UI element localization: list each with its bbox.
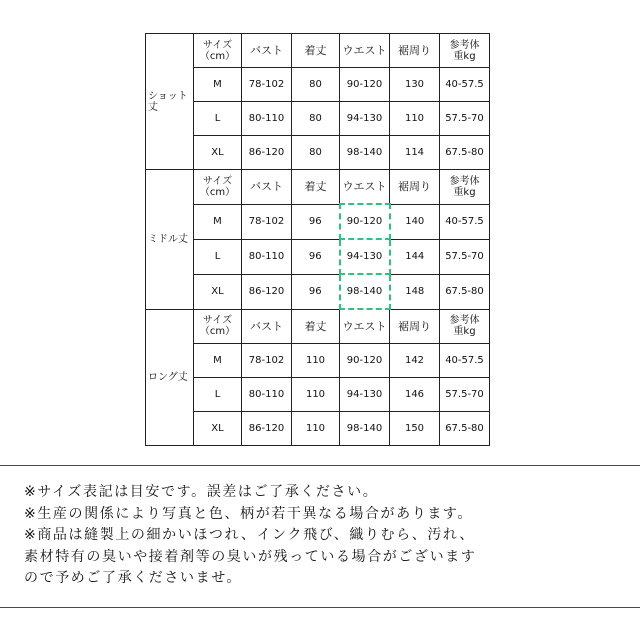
cell-size: XL: [194, 412, 242, 446]
cell-hem: 150: [390, 412, 440, 446]
column-header-length: 着丈: [292, 170, 340, 205]
table-row: [146, 68, 490, 102]
cell-bust: 86-120: [242, 412, 292, 446]
notes-block: [24, 482, 624, 590]
cell-waist: 98-140: [340, 274, 390, 309]
column-header-bust: バスト: [242, 170, 292, 205]
cell-waist: 90-120: [340, 204, 390, 239]
column-header-weight: 参考体 重kg: [440, 309, 490, 344]
header-row: [146, 34, 490, 68]
cell-size: L: [194, 239, 242, 274]
cell-length: 110: [292, 412, 340, 446]
cell-hem: 142: [390, 344, 440, 378]
column-header-hem: 裾周り: [390, 34, 440, 68]
column-header-waist: ウエスト: [340, 34, 390, 68]
cell-waist: 94-130: [340, 102, 390, 136]
table-row: [146, 136, 490, 170]
cell-bust: 80-110: [242, 102, 292, 136]
cell-waist: 94-130: [340, 378, 390, 412]
cell-waist: 98-140: [340, 412, 390, 446]
note-line: ※サイズ表記は目安です。誤差はご了承ください。: [24, 484, 379, 500]
cell-length: 80: [292, 136, 340, 170]
column-header-hem: 裾周り: [390, 309, 440, 344]
cell-weight: 57.5-70: [440, 102, 490, 136]
note-line: ※商品は縫製上の細かいほつれ、インク飛び、織りむら、汚れ、: [24, 527, 475, 543]
group-label: ショット丈: [146, 34, 194, 170]
cell-weight: 67.5-80: [440, 412, 490, 446]
cell-bust: 80-110: [242, 239, 292, 274]
cell-size: L: [194, 102, 242, 136]
cell-length: 96: [292, 204, 340, 239]
column-header-length: 着丈: [292, 34, 340, 68]
table-row: [146, 412, 490, 446]
cell-waist: 90-120: [340, 344, 390, 378]
cell-bust: 78-102: [242, 344, 292, 378]
cell-length: 96: [292, 239, 340, 274]
cell-weight: 40-57.5: [440, 68, 490, 102]
column-header-bust: バスト: [242, 309, 292, 344]
cell-length: 80: [292, 102, 340, 136]
group-label: ロング丈: [146, 309, 194, 446]
cell-bust: 78-102: [242, 68, 292, 102]
cell-bust: 80-110: [242, 378, 292, 412]
table-row: [146, 204, 490, 239]
cell-size: L: [194, 378, 242, 412]
column-header-length: 着丈: [292, 309, 340, 344]
cell-waist: 94-130: [340, 239, 390, 274]
cell-hem: 110: [390, 102, 440, 136]
note-line: 素材特有の臭いや接着剤等の臭いが残っている場合がございます: [24, 548, 477, 565]
column-header-hem: 裾周り: [390, 170, 440, 205]
cell-hem: 114: [390, 136, 440, 170]
cell-weight: 57.5-70: [440, 239, 490, 274]
cell-size: M: [194, 68, 242, 102]
cell-weight: 67.5-80: [440, 274, 490, 309]
cell-size: M: [194, 204, 242, 239]
cell-size: XL: [194, 136, 242, 170]
cell-weight: 67.5-80: [440, 136, 490, 170]
column-header-weight: 参考体 重kg: [440, 170, 490, 205]
cell-hem: 146: [390, 378, 440, 412]
cell-length: 80: [292, 68, 340, 102]
top-divider: [0, 465, 640, 466]
note-line: ※生産の関係により写真と色、柄が若干異なる場合があります。: [24, 505, 474, 522]
cell-weight: 57.5-70: [440, 378, 490, 412]
header-row: [146, 309, 490, 344]
cell-length: 96: [292, 274, 340, 309]
cell-waist: 98-140: [340, 136, 390, 170]
table-row: [146, 102, 490, 136]
cell-bust: 86-120: [242, 274, 292, 309]
column-header-size: サイズ （cm）: [194, 170, 242, 205]
cell-waist: 90-120: [340, 68, 390, 102]
column-header-size: サイズ （cm）: [194, 309, 242, 344]
cell-hem: 148: [390, 274, 440, 309]
note-line: ので予めご了承くださいませ。: [24, 570, 242, 586]
header-row: [146, 170, 490, 205]
table-row: [146, 378, 490, 412]
cell-length: 110: [292, 378, 340, 412]
cell-size: M: [194, 344, 242, 378]
cell-weight: 40-57.5: [440, 204, 490, 239]
table-row: [146, 274, 490, 309]
cell-size: XL: [194, 274, 242, 309]
table-row: [146, 344, 490, 378]
column-header-weight: 参考体 重kg: [440, 34, 490, 68]
cell-hem: 140: [390, 204, 440, 239]
size-chart-table: [145, 33, 490, 446]
cell-bust: 78-102: [242, 204, 292, 239]
column-header-waist: ウエスト: [340, 170, 390, 205]
group-label: ミドル丈: [146, 170, 194, 310]
cell-weight: 40-57.5: [440, 344, 490, 378]
column-header-bust: バスト: [242, 34, 292, 68]
table-row: [146, 239, 490, 274]
cell-hem: 130: [390, 68, 440, 102]
column-header-size: サイズ （cm）: [194, 34, 242, 68]
cell-length: 110: [292, 344, 340, 378]
cell-bust: 86-120: [242, 136, 292, 170]
column-header-waist: ウエスト: [340, 309, 390, 344]
bottom-divider: [0, 607, 640, 608]
cell-hem: 144: [390, 239, 440, 274]
